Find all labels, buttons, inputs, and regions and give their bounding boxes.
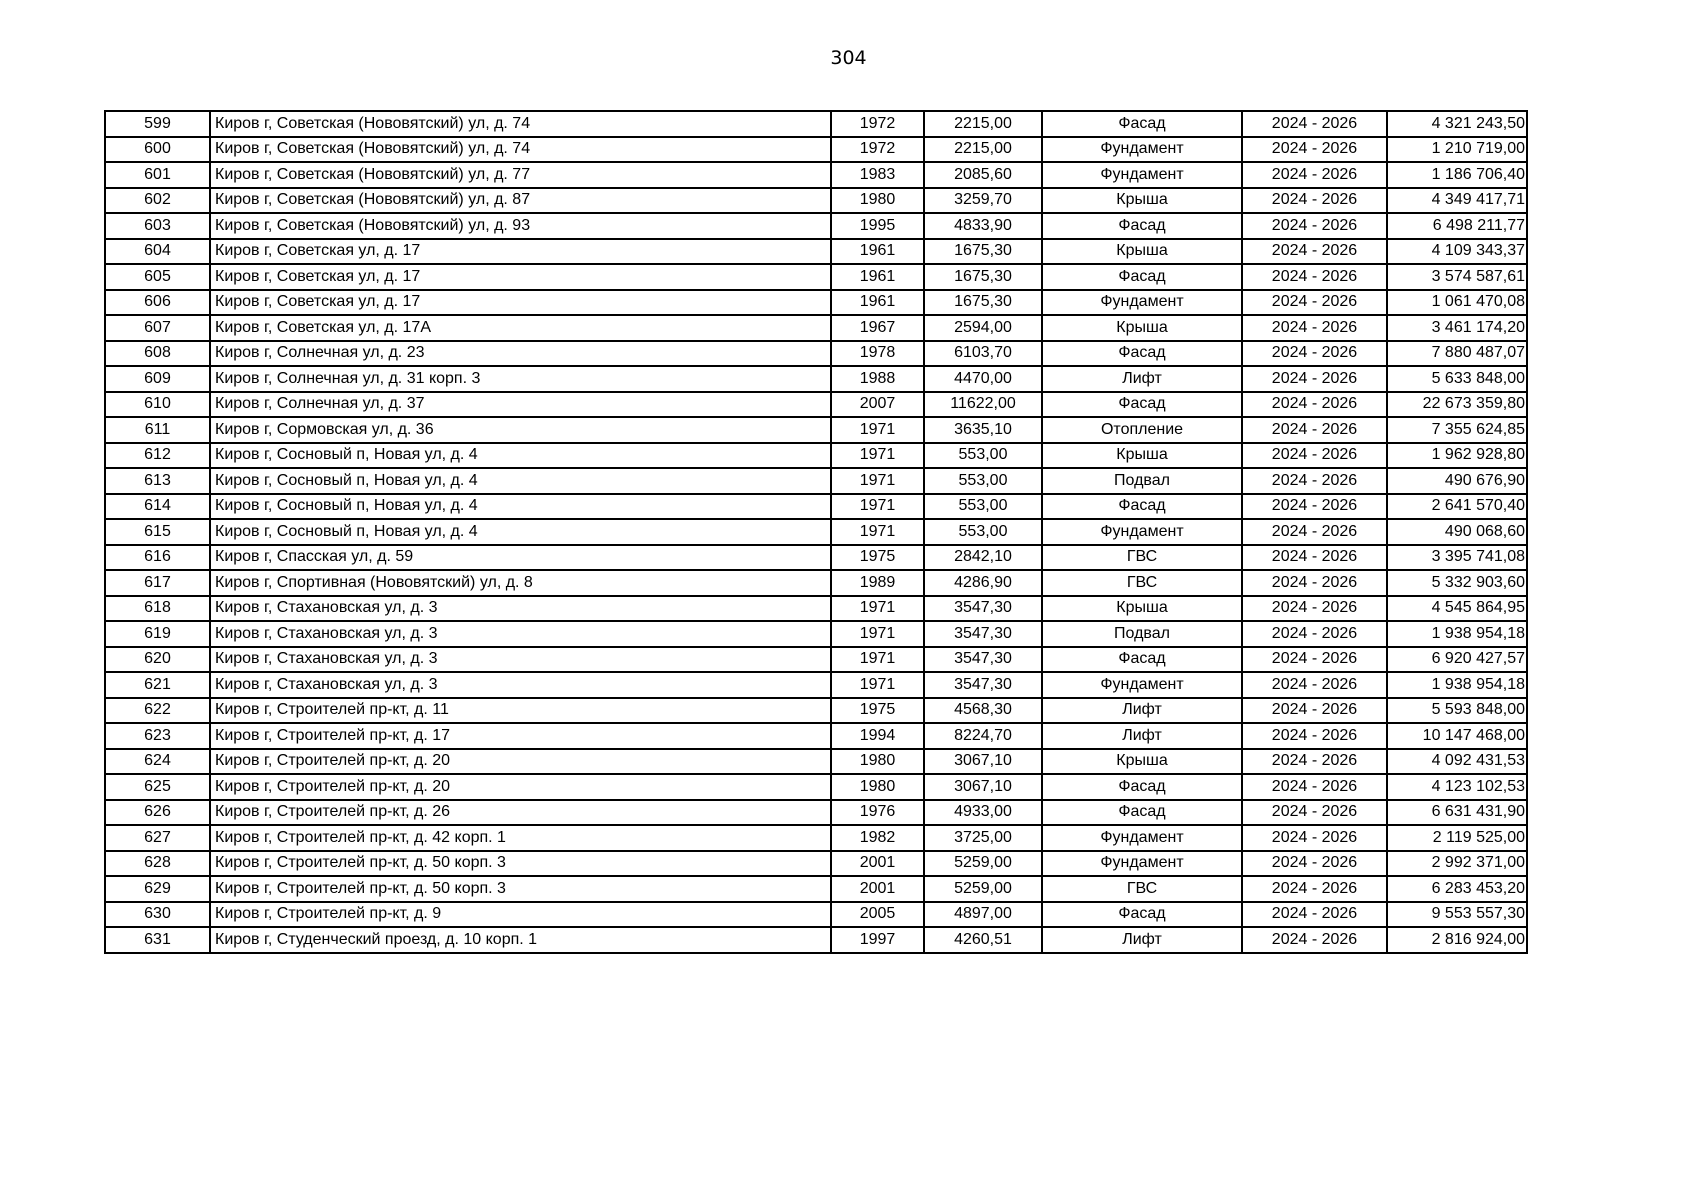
cell-cost: 2 641 570,40 xyxy=(1387,494,1527,520)
cell-work-type: Подвал xyxy=(1042,621,1242,647)
cell-address: Киров г, Советская ул, д. 17 xyxy=(210,239,831,265)
cell-area: 4568,30 xyxy=(924,698,1042,724)
cell-cost: 4 545 864,95 xyxy=(1387,596,1527,622)
table-row xyxy=(105,417,1527,443)
cell-work-type: Фасад xyxy=(1042,213,1242,239)
cell-cost: 1 186 706,40 xyxy=(1387,162,1527,188)
cell-period: 2024 - 2026 xyxy=(1242,290,1387,316)
cell-year: 1978 xyxy=(831,341,924,367)
cell-year: 1971 xyxy=(831,468,924,494)
cell-area: 6103,70 xyxy=(924,341,1042,367)
cell-address: Киров г, Сосновый п, Новая ул, д. 4 xyxy=(210,494,831,520)
cell-cost: 7 880 487,07 xyxy=(1387,341,1527,367)
table-row xyxy=(105,494,1527,520)
table-row xyxy=(105,774,1527,800)
cell-work-type: Фундамент xyxy=(1042,672,1242,698)
cell-year: 1982 xyxy=(831,825,924,851)
cell-work-type: Лифт xyxy=(1042,927,1242,953)
cell-cost: 3 395 741,08 xyxy=(1387,545,1527,571)
cell-address: Киров г, Советская (Нововятский) ул, д. 87 xyxy=(210,188,831,214)
cell-year: 1995 xyxy=(831,213,924,239)
cell-area: 3259,70 xyxy=(924,188,1042,214)
cell-work-type: Фундамент xyxy=(1042,162,1242,188)
cell-period: 2024 - 2026 xyxy=(1242,341,1387,367)
cell-cost: 3 461 174,20 xyxy=(1387,315,1527,341)
cell-number: 627 xyxy=(105,825,210,851)
cell-year: 1971 xyxy=(831,494,924,520)
cell-address: Киров г, Спортивная (Нововятский) ул, д. 8 xyxy=(210,570,831,596)
cell-work-type: ГВС xyxy=(1042,876,1242,902)
cell-period: 2024 - 2026 xyxy=(1242,519,1387,545)
cell-cost: 490 068,60 xyxy=(1387,519,1527,545)
cell-address: Киров г, Сосновый п, Новая ул, д. 4 xyxy=(210,468,831,494)
cell-cost: 6 920 427,57 xyxy=(1387,647,1527,673)
table-row xyxy=(105,162,1527,188)
cell-address: Киров г, Солнечная ул, д. 31 корп. 3 xyxy=(210,366,831,392)
cell-work-type: Фундамент xyxy=(1042,851,1242,877)
cell-period: 2024 - 2026 xyxy=(1242,570,1387,596)
page-number: 304 xyxy=(830,47,867,69)
table-row xyxy=(105,213,1527,239)
cell-cost: 1 938 954,18 xyxy=(1387,672,1527,698)
cell-area: 2215,00 xyxy=(924,137,1042,163)
cell-area: 4833,90 xyxy=(924,213,1042,239)
cell-work-type: Крыша xyxy=(1042,596,1242,622)
cell-work-type: ГВС xyxy=(1042,570,1242,596)
cell-period: 2024 - 2026 xyxy=(1242,851,1387,877)
table-row xyxy=(105,188,1527,214)
cell-area: 3547,30 xyxy=(924,647,1042,673)
cell-area: 553,00 xyxy=(924,468,1042,494)
cell-number: 600 xyxy=(105,137,210,163)
cell-address: Киров г, Строителей пр-кт, д. 17 xyxy=(210,723,831,749)
cell-number: 615 xyxy=(105,519,210,545)
cell-address: Киров г, Строителей пр-кт, д. 26 xyxy=(210,800,831,826)
cell-year: 1989 xyxy=(831,570,924,596)
table-row xyxy=(105,519,1527,545)
cell-year: 1971 xyxy=(831,647,924,673)
cell-period: 2024 - 2026 xyxy=(1242,239,1387,265)
cell-cost: 4 092 431,53 xyxy=(1387,749,1527,775)
cell-number: 607 xyxy=(105,315,210,341)
table-row xyxy=(105,698,1527,724)
cell-area: 2594,00 xyxy=(924,315,1042,341)
cell-number: 614 xyxy=(105,494,210,520)
table-row xyxy=(105,876,1527,902)
cell-number: 603 xyxy=(105,213,210,239)
table-row xyxy=(105,723,1527,749)
cell-address: Киров г, Советская ул, д. 17А xyxy=(210,315,831,341)
cell-year: 2007 xyxy=(831,392,924,418)
cell-cost: 2 992 371,00 xyxy=(1387,851,1527,877)
cell-work-type: Крыша xyxy=(1042,315,1242,341)
cell-work-type: Отопление xyxy=(1042,417,1242,443)
table-row xyxy=(105,239,1527,265)
cell-cost: 6 498 211,77 xyxy=(1387,213,1527,239)
table-row xyxy=(105,570,1527,596)
cell-work-type: Крыша xyxy=(1042,749,1242,775)
cell-work-type: Фасад xyxy=(1042,647,1242,673)
cell-number: 622 xyxy=(105,698,210,724)
cell-number: 602 xyxy=(105,188,210,214)
cell-period: 2024 - 2026 xyxy=(1242,188,1387,214)
cell-address: Киров г, Советская (Нововятский) ул, д. 74 xyxy=(210,137,831,163)
table-row xyxy=(105,825,1527,851)
cell-area: 553,00 xyxy=(924,443,1042,469)
table-row xyxy=(105,927,1527,953)
cell-number: 604 xyxy=(105,239,210,265)
cell-area: 3067,10 xyxy=(924,774,1042,800)
cell-year: 1972 xyxy=(831,137,924,163)
cell-work-type: Фасад xyxy=(1042,392,1242,418)
cell-address: Киров г, Солнечная ул, д. 23 xyxy=(210,341,831,367)
cell-address: Киров г, Студенческий проезд, д. 10 корп. 1 xyxy=(210,927,831,953)
cell-year: 1972 xyxy=(831,111,924,137)
cell-year: 1988 xyxy=(831,366,924,392)
cell-period: 2024 - 2026 xyxy=(1242,137,1387,163)
table-row xyxy=(105,111,1527,137)
cell-cost: 5 332 903,60 xyxy=(1387,570,1527,596)
cell-cost: 7 355 624,85 xyxy=(1387,417,1527,443)
cell-cost: 1 962 928,80 xyxy=(1387,443,1527,469)
cell-work-type: Фундамент xyxy=(1042,290,1242,316)
cell-area: 3067,10 xyxy=(924,749,1042,775)
cell-work-type: Крыша xyxy=(1042,443,1242,469)
cell-area: 4286,90 xyxy=(924,570,1042,596)
cell-period: 2024 - 2026 xyxy=(1242,927,1387,953)
cell-number: 608 xyxy=(105,341,210,367)
cell-cost: 2 119 525,00 xyxy=(1387,825,1527,851)
cell-address: Киров г, Советская (Нововятский) ул, д. 77 xyxy=(210,162,831,188)
cell-address: Киров г, Стахановская ул, д. 3 xyxy=(210,621,831,647)
cell-year: 1971 xyxy=(831,672,924,698)
table-row xyxy=(105,468,1527,494)
table-row xyxy=(105,443,1527,469)
cell-number: 609 xyxy=(105,366,210,392)
cell-work-type: Фасад xyxy=(1042,264,1242,290)
table-row xyxy=(105,315,1527,341)
table-row xyxy=(105,341,1527,367)
cell-number: 631 xyxy=(105,927,210,953)
cell-area: 11622,00 xyxy=(924,392,1042,418)
cell-period: 2024 - 2026 xyxy=(1242,876,1387,902)
cell-address: Киров г, Стахановская ул, д. 3 xyxy=(210,647,831,673)
cell-period: 2024 - 2026 xyxy=(1242,647,1387,673)
table-row xyxy=(105,392,1527,418)
cell-cost: 1 938 954,18 xyxy=(1387,621,1527,647)
cell-area: 553,00 xyxy=(924,519,1042,545)
cell-cost: 4 123 102,53 xyxy=(1387,774,1527,800)
cell-work-type: Лифт xyxy=(1042,723,1242,749)
cell-address: Киров г, Строителей пр-кт, д. 50 корп. 3 xyxy=(210,851,831,877)
cell-number: 626 xyxy=(105,800,210,826)
cell-period: 2024 - 2026 xyxy=(1242,902,1387,928)
cell-period: 2024 - 2026 xyxy=(1242,366,1387,392)
cell-area: 4897,00 xyxy=(924,902,1042,928)
cell-number: 618 xyxy=(105,596,210,622)
cell-area: 4933,00 xyxy=(924,800,1042,826)
cell-address: Киров г, Советская ул, д. 17 xyxy=(210,264,831,290)
cell-period: 2024 - 2026 xyxy=(1242,800,1387,826)
table-row xyxy=(105,902,1527,928)
cell-year: 2001 xyxy=(831,876,924,902)
cell-cost: 22 673 359,80 xyxy=(1387,392,1527,418)
table-row xyxy=(105,851,1527,877)
cell-work-type: Лифт xyxy=(1042,366,1242,392)
cell-period: 2024 - 2026 xyxy=(1242,111,1387,137)
cell-work-type: Фасад xyxy=(1042,341,1242,367)
cell-period: 2024 - 2026 xyxy=(1242,213,1387,239)
cell-year: 1975 xyxy=(831,698,924,724)
cell-year: 1967 xyxy=(831,315,924,341)
cell-address: Киров г, Сосновый п, Новая ул, д. 4 xyxy=(210,443,831,469)
cell-period: 2024 - 2026 xyxy=(1242,698,1387,724)
cell-work-type: Фасад xyxy=(1042,800,1242,826)
cell-period: 2024 - 2026 xyxy=(1242,392,1387,418)
cell-year: 1994 xyxy=(831,723,924,749)
cell-work-type: Крыша xyxy=(1042,188,1242,214)
cell-address: Киров г, Строителей пр-кт, д. 50 корп. 3 xyxy=(210,876,831,902)
cell-area: 553,00 xyxy=(924,494,1042,520)
cell-area: 1675,30 xyxy=(924,264,1042,290)
table-body xyxy=(105,111,1527,953)
cell-period: 2024 - 2026 xyxy=(1242,621,1387,647)
cell-year: 2001 xyxy=(831,851,924,877)
cell-work-type: Подвал xyxy=(1042,468,1242,494)
table-container xyxy=(104,110,1528,954)
cell-number: 617 xyxy=(105,570,210,596)
cell-year: 1961 xyxy=(831,239,924,265)
table-row xyxy=(105,137,1527,163)
housing-repair-table xyxy=(104,110,1528,954)
table-row xyxy=(105,366,1527,392)
cell-work-type: Фундамент xyxy=(1042,137,1242,163)
cell-cost: 1 210 719,00 xyxy=(1387,137,1527,163)
cell-address: Киров г, Стахановская ул, д. 3 xyxy=(210,672,831,698)
cell-period: 2024 - 2026 xyxy=(1242,468,1387,494)
cell-cost: 5 593 848,00 xyxy=(1387,698,1527,724)
cell-cost: 6 283 453,20 xyxy=(1387,876,1527,902)
cell-period: 2024 - 2026 xyxy=(1242,417,1387,443)
cell-number: 623 xyxy=(105,723,210,749)
cell-area: 4260,51 xyxy=(924,927,1042,953)
cell-number: 611 xyxy=(105,417,210,443)
cell-period: 2024 - 2026 xyxy=(1242,315,1387,341)
cell-year: 1961 xyxy=(831,264,924,290)
cell-period: 2024 - 2026 xyxy=(1242,545,1387,571)
cell-area: 5259,00 xyxy=(924,876,1042,902)
table-row xyxy=(105,672,1527,698)
cell-cost: 3 574 587,61 xyxy=(1387,264,1527,290)
cell-period: 2024 - 2026 xyxy=(1242,264,1387,290)
cell-address: Киров г, Сосновый п, Новая ул, д. 4 xyxy=(210,519,831,545)
cell-cost: 5 633 848,00 xyxy=(1387,366,1527,392)
cell-number: 612 xyxy=(105,443,210,469)
cell-cost: 6 631 431,90 xyxy=(1387,800,1527,826)
cell-work-type: Фасад xyxy=(1042,494,1242,520)
cell-address: Киров г, Стахановская ул, д. 3 xyxy=(210,596,831,622)
cell-work-type: Фасад xyxy=(1042,111,1242,137)
cell-area: 3635,10 xyxy=(924,417,1042,443)
cell-cost: 2 816 924,00 xyxy=(1387,927,1527,953)
cell-area: 3725,00 xyxy=(924,825,1042,851)
cell-year: 1980 xyxy=(831,188,924,214)
cell-period: 2024 - 2026 xyxy=(1242,596,1387,622)
cell-address: Киров г, Солнечная ул, д. 37 xyxy=(210,392,831,418)
cell-period: 2024 - 2026 xyxy=(1242,774,1387,800)
cell-number: 629 xyxy=(105,876,210,902)
cell-number: 599 xyxy=(105,111,210,137)
cell-year: 1976 xyxy=(831,800,924,826)
cell-number: 606 xyxy=(105,290,210,316)
cell-number: 620 xyxy=(105,647,210,673)
cell-area: 2085,60 xyxy=(924,162,1042,188)
cell-period: 2024 - 2026 xyxy=(1242,749,1387,775)
cell-address: Киров г, Строителей пр-кт, д. 9 xyxy=(210,902,831,928)
cell-area: 3547,30 xyxy=(924,672,1042,698)
cell-area: 3547,30 xyxy=(924,621,1042,647)
table-row xyxy=(105,647,1527,673)
cell-number: 628 xyxy=(105,851,210,877)
cell-work-type: Фасад xyxy=(1042,902,1242,928)
cell-year: 1961 xyxy=(831,290,924,316)
cell-number: 613 xyxy=(105,468,210,494)
cell-period: 2024 - 2026 xyxy=(1242,162,1387,188)
cell-year: 1971 xyxy=(831,621,924,647)
cell-period: 2024 - 2026 xyxy=(1242,825,1387,851)
cell-year: 1980 xyxy=(831,774,924,800)
cell-number: 624 xyxy=(105,749,210,775)
cell-address: Киров г, Сормовская ул, д. 36 xyxy=(210,417,831,443)
cell-year: 1971 xyxy=(831,519,924,545)
cell-number: 625 xyxy=(105,774,210,800)
table-row xyxy=(105,545,1527,571)
cell-work-type: Фасад xyxy=(1042,774,1242,800)
table-row xyxy=(105,800,1527,826)
cell-area: 1675,30 xyxy=(924,290,1042,316)
cell-period: 2024 - 2026 xyxy=(1242,443,1387,469)
cell-area: 1675,30 xyxy=(924,239,1042,265)
cell-number: 601 xyxy=(105,162,210,188)
cell-year: 1971 xyxy=(831,596,924,622)
cell-number: 621 xyxy=(105,672,210,698)
cell-number: 630 xyxy=(105,902,210,928)
cell-number: 619 xyxy=(105,621,210,647)
cell-year: 1980 xyxy=(831,749,924,775)
cell-address: Киров г, Советская (Нововятский) ул, д. 74 xyxy=(210,111,831,137)
cell-number: 616 xyxy=(105,545,210,571)
cell-area: 2215,00 xyxy=(924,111,1042,137)
cell-area: 3547,30 xyxy=(924,596,1042,622)
cell-work-type: Фундамент xyxy=(1042,519,1242,545)
table-row xyxy=(105,264,1527,290)
cell-cost: 9 553 557,30 xyxy=(1387,902,1527,928)
cell-area: 4470,00 xyxy=(924,366,1042,392)
cell-address: Киров г, Советская ул, д. 17 xyxy=(210,290,831,316)
table-row xyxy=(105,749,1527,775)
table-row xyxy=(105,621,1527,647)
cell-address: Киров г, Строителей пр-кт, д. 20 xyxy=(210,774,831,800)
cell-work-type: Крыша xyxy=(1042,239,1242,265)
cell-cost: 490 676,90 xyxy=(1387,468,1527,494)
cell-address: Киров г, Строителей пр-кт, д. 11 xyxy=(210,698,831,724)
cell-cost: 4 109 343,37 xyxy=(1387,239,1527,265)
table-row xyxy=(105,596,1527,622)
table-row xyxy=(105,290,1527,316)
cell-year: 1975 xyxy=(831,545,924,571)
cell-cost: 10 147 468,00 xyxy=(1387,723,1527,749)
cell-year: 1971 xyxy=(831,417,924,443)
cell-period: 2024 - 2026 xyxy=(1242,494,1387,520)
cell-work-type: Лифт xyxy=(1042,698,1242,724)
cell-year: 1997 xyxy=(831,927,924,953)
cell-number: 605 xyxy=(105,264,210,290)
cell-area: 5259,00 xyxy=(924,851,1042,877)
cell-year: 1971 xyxy=(831,443,924,469)
cell-number: 610 xyxy=(105,392,210,418)
cell-area: 2842,10 xyxy=(924,545,1042,571)
cell-year: 2005 xyxy=(831,902,924,928)
cell-year: 1983 xyxy=(831,162,924,188)
cell-address: Киров г, Строителей пр-кт, д. 20 xyxy=(210,749,831,775)
cell-address: Киров г, Строителей пр-кт, д. 42 корп. 1 xyxy=(210,825,831,851)
cell-period: 2024 - 2026 xyxy=(1242,723,1387,749)
cell-cost: 1 061 470,08 xyxy=(1387,290,1527,316)
cell-work-type: Фундамент xyxy=(1042,825,1242,851)
cell-area: 8224,70 xyxy=(924,723,1042,749)
cell-cost: 4 321 243,50 xyxy=(1387,111,1527,137)
cell-period: 2024 - 2026 xyxy=(1242,672,1387,698)
cell-cost: 4 349 417,71 xyxy=(1387,188,1527,214)
cell-work-type: ГВС xyxy=(1042,545,1242,571)
cell-address: Киров г, Советская (Нововятский) ул, д. 93 xyxy=(210,213,831,239)
cell-address: Киров г, Спасская ул, д. 59 xyxy=(210,545,831,571)
